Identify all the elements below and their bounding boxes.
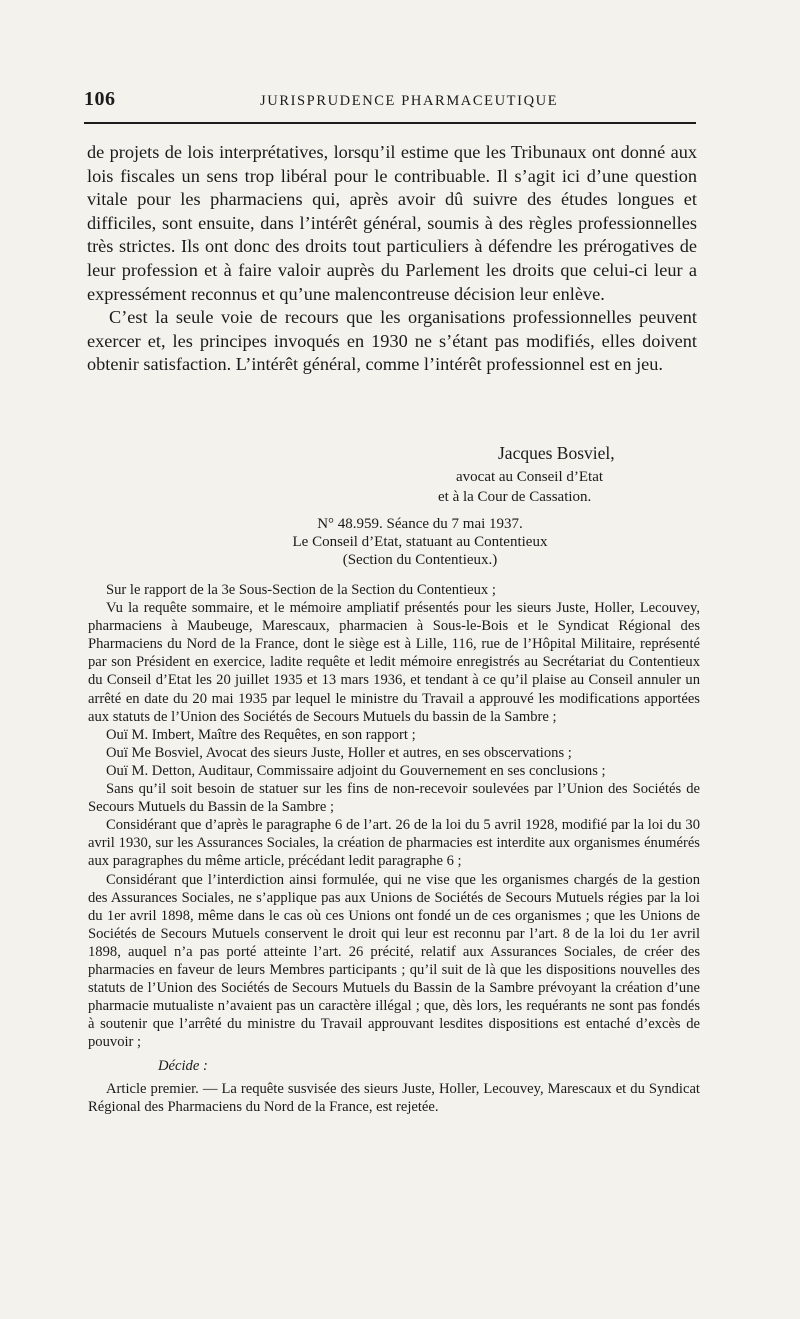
commentary-paragraph: C’est la seule voie de recours que les organisations professionnelles peuvent exercer et, les principes invoqués en 1930 ne s’étant pas modifiés, elles doivent obtenir satisfaction. L’intérêt général, comme l’intérêt professionnel est en jeu. [87,307,697,375]
header-rule [84,122,696,124]
decision-paragraph: Considérant que l’interdiction ainsi formulée, qui ne vise que les organismes chargés de la gestion des Assurances Sociales, ne s’applique pas aux Unions de Sociétés de Secours Mutuels régies par la loi du 1er avril 1898, même dans le cas où ces Unions ont fondé un de ces organismes ; que les Unions de Sociétés de Secours Mutuels conservent le droit qui leur est reconnu par l’art. 8 de la loi du 1er avril 1898, auquel n’a pas porté atteinte l’art. 26 précité, relatif aux Assurances Sociales, de créer des pharmacies en faveur de leurs Membres participants ; qu’il suit de là que les dispositions nouvelles des statuts de l’Union des Sociétés de Secours Mutuels du Bassin de la Sambre prévoyant la création d’une pharmacie mutualiste n’avaient pas un caractère illégal ; que, dès lors, les requérants ne sont pas fondés à soutenir que l’arrêté du ministre du Travail approuvant lesdites dispositions est entaché d’excès de pouvoir ; [88,871,700,1051]
decision-paragraph: Sans qu’il soit besoin de statuer sur les fins de non-recevoir soulevées par l’Union des Sociétés de Secours Mutuels du Bassin de la Sambre ; [88,781,700,816]
decision-number: N° 48.959. Séance du 7 mai 1937. [317,516,523,532]
decision-body [88,581,700,1116]
journal-title: JURISPRUDENCE PHARMACEUTIQUE [260,93,559,109]
decision-paragraph: Ouï M. Imbert, Maître des Requêtes, en son rapport ; [106,726,416,743]
commentary-paragraph: de projets de lois interprétatives, lorsqu’il estime que les Tribunaux ont donné aux lois fiscales un sens trop libéral pour le contribuable. Il s’agit ici d’une question vitale pour les pharmaciens qui, après avoir dû suivre des études longues et difficiles, sont ensuite, dans l’intérêt général, soumis à des règles professionnelles très strictes. Ils ont donc des droits tout particuliers à défendre les prérogatives de leur profession et à faire valoir auprès du Parlement les droits que celui-ci leur a expressément reconnus et qu’une malencontreuse décision leur enlève. [87,142,697,304]
author-title: avocat au Conseil d’Etat [456,469,604,485]
decision-paragraph: Vu la requête sommaire, et le mémoire ampliatif présentés pour les sieurs Juste, Holler, Lecouvey, pharmaciens à Maubeuge, Marescaux, pharmacien à Sous-le-Bois et le Syndicat Régional des Pharmaciens du Nord de la France, dont le siège est à Lille, 116, rue de l’Hôpital Militaire, représenté par son Président en exercice, ladite requête et ledit mémoire enregistrés au Secrétariat du Contentieux du Conseil d’Etat les 20 juillet 1935 et 13 mars 1936, et tendant à ce qu’il plaise au Conseil annuler un arrêté en date du 20 mai 1935 par lequel le ministre du Travail a approuvé les modifications apportées aux statuts de l’Union des Sociétés de Secours Mutuels du bassin de la Sambre ; [88,600,700,725]
decision-paragraph: Ouï Me Bosviel, Avocat des sieurs Juste, Holler et autres, en ses obscervations ; [106,744,572,761]
decision-paragraph: Sur le rapport de la 3e Sous-Section de la Section du Contentieux ; [106,582,496,598]
author-name: Jacques Bosviel, [498,443,615,463]
commentary-text [87,141,697,377]
decision-paragraph: Considérant que d’après le paragraphe 6 de l’art. 26 de la loi du 5 avril 1928, modifié par la loi du 30 avril 1930, sur les Assurances Sociales, la création de pharmacies est interdite aux organismes énumérés aux paragraphes du même article, précédant ledit paragraphe 6 ; [88,817,700,870]
author-signature [438,443,698,507]
author-title: et à la Cour de Cassation. [438,489,592,505]
decision-heading [160,515,680,569]
page-number: 106 [84,88,116,110]
decide-label: Décide : [158,1058,208,1075]
running-head [84,88,696,112]
section-line: (Section du Contentieux.) [342,552,498,568]
article-premier: Article premier. — La requête susvisée des sieurs Juste, Holler, Lecouvey, Marescaux et du Syndicat Régional des Pharmaciens du Nord de la France, est rejetée. [88,1080,700,1115]
decision-paragraph: Ouï M. Detton, Auditaur, Commissaire adjoint du Gouvernement en ses conclusions ; [106,762,606,779]
court-line: Le Conseil d’Etat, statuant au Contentieux [292,534,548,550]
